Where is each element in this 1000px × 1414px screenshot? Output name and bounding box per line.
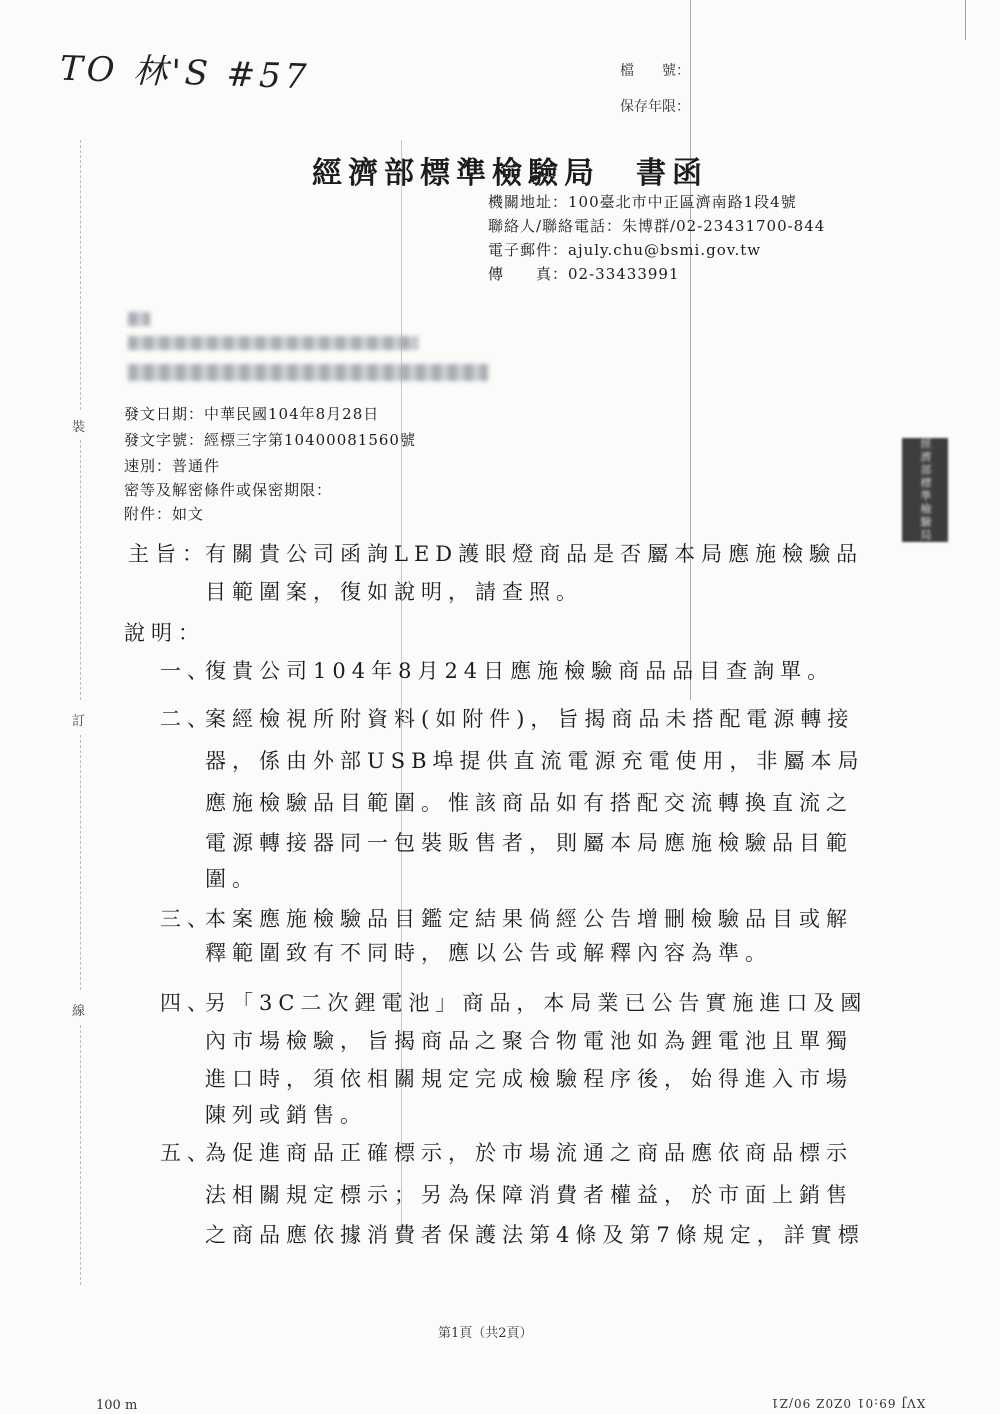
- item-line: 之商品應依據消費者保護法第4條及第7條規定，詳實標: [205, 1223, 865, 1247]
- item-number: 五、: [160, 1141, 214, 1165]
- doc-number-label: 檔 號：: [620, 63, 690, 79]
- contact-person: 聯絡人/聯絡電話：朱博群/02-23431700-844: [488, 217, 826, 235]
- item-line: 為促進商品正確標示，於市場流通之商品應依商品標示: [205, 1141, 853, 1165]
- item-number: 四、: [160, 991, 214, 1015]
- item-line: 進口時，須依相關規定完成檢驗程序後，始得進入市場: [205, 1067, 853, 1091]
- redacted-recipient: [128, 364, 488, 381]
- item-line: 釋範圍致有不同時，應以公告或解釋內容為準。: [205, 941, 772, 965]
- document-title: 經濟部標準檢驗局 書函: [312, 156, 708, 191]
- item-number: 三、: [160, 907, 214, 931]
- secrecy-level: 密等及解密條件或保密期限：: [124, 481, 333, 499]
- retention-period-label: 保存年限：: [620, 99, 690, 115]
- reference-number: 發文字號：經標三字第10400081560號: [124, 431, 416, 449]
- attachment: 附件：如文: [124, 505, 205, 523]
- item-line: 電源轉接器同一包裝販售者，則屬本局應施檢驗品目範: [205, 831, 853, 855]
- item-line: 內市場檢驗，旨揭商品之聚合物電池如為鋰電池且單獨: [205, 1029, 853, 1053]
- fax-transmission-header: XVJ 69:01 0Z0Z 90/Z1: [770, 1396, 926, 1410]
- handwritten-note: TO 林'S #57: [59, 48, 312, 98]
- binding-mark: 裝: [72, 420, 86, 435]
- agency-address: 機關地址：100臺北市中正區濟南路1段4號: [488, 193, 797, 211]
- issue-date: 發文日期：中華民國104年8月28日: [124, 405, 380, 423]
- subject-line: 目範圍案，復如說明，請查照。: [205, 580, 583, 604]
- item-line: 圍。: [205, 867, 259, 891]
- page-number: 第1頁（共2頁）: [438, 1326, 533, 1341]
- scan-artifact-line: [690, 0, 691, 700]
- item-line: 另「3C二次鋰電池」商品，本局業已公告實施進口及國: [205, 991, 868, 1015]
- redacted-recipient: [128, 336, 418, 350]
- delivery-speed: 速別：普通件: [124, 457, 221, 475]
- binding-line: [80, 140, 81, 410]
- subject-label: 主旨：: [128, 542, 209, 566]
- bottom-left-mark: 100 m: [96, 1398, 138, 1413]
- binding-line: [80, 1025, 81, 1285]
- item-number: 二、: [160, 707, 214, 731]
- binding-line: [80, 735, 81, 990]
- redacted-recipient: [128, 312, 150, 326]
- binding-mark: 訂: [72, 714, 86, 729]
- item-number: 一、: [160, 659, 214, 683]
- received-stamp: [902, 438, 948, 542]
- item-line: 復貴公司104年8月24日應施檢驗商品品目查詢單。: [205, 659, 835, 683]
- binding-mark: 線: [72, 1004, 86, 1019]
- contact-fax: 傳 真：02-33433991: [488, 265, 680, 283]
- item-line: 本案應施檢驗品目鑑定結果倘經公告增刪檢驗品目或解: [205, 907, 853, 931]
- explanation-label: 說明：: [124, 621, 205, 645]
- stamp-text: 經濟部標準檢驗局: [919, 438, 932, 542]
- item-line: 陳列或銷售。: [205, 1103, 367, 1127]
- item-line: 應施檢驗品目範圍。惟該商品如有搭配交流轉換直流之: [205, 791, 853, 815]
- contact-email: 電子郵件：ajuly.chu@bsmi.gov.tw: [488, 241, 762, 259]
- item-line: 案經檢視所附資料(如附件)，旨揭商品未搭配電源轉接: [205, 707, 855, 731]
- subject-line: 有關貴公司函詢LED護眼燈商品是否屬本局應施檢驗品: [205, 542, 864, 566]
- scan-artifact-line: [965, 0, 966, 40]
- item-line: 器，係由外部USB埠提供直流電源充電使用，非屬本局: [205, 749, 865, 773]
- item-line: 法相關規定標示；另為保障消費者權益，於市面上銷售: [205, 1183, 853, 1207]
- binding-line: [80, 440, 81, 700]
